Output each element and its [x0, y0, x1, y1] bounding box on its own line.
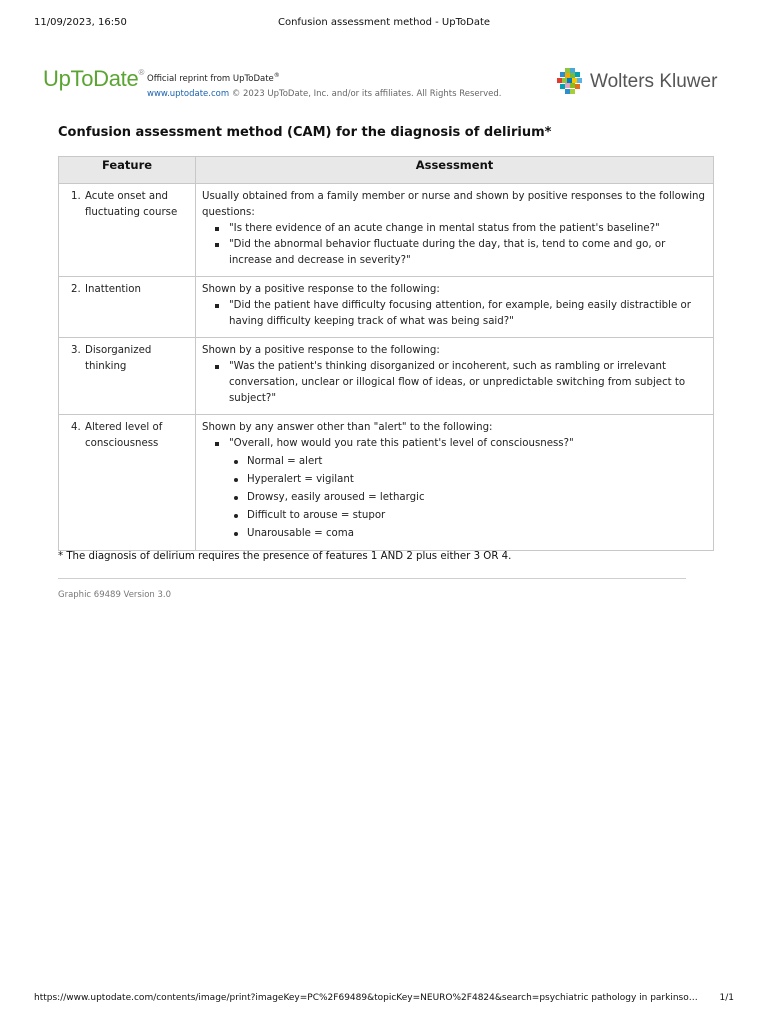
feature-label: Disorganized thinking — [85, 345, 152, 372]
feature-number: 1. — [71, 191, 81, 202]
assessment-intro: Shown by a positive response to the following: — [202, 345, 440, 356]
list-item — [212, 436, 705, 543]
table-header-row — [59, 157, 714, 184]
copyright-text: © 2023 UpToDate, Inc. and/or its affiliates. All Rights Reserved. — [229, 88, 502, 99]
reprint-notice — [147, 68, 501, 102]
table-row — [59, 338, 714, 415]
column-header-feature: Feature — [59, 157, 196, 184]
table-row — [59, 415, 714, 551]
assessment-intro: Shown by any answer other than "alert" to the following: — [202, 422, 493, 433]
assessment-question-list — [202, 436, 705, 543]
feature-label: Altered level of consciousness — [85, 422, 163, 449]
feature-cell — [59, 277, 196, 338]
column-header-assessment: Assessment — [196, 157, 714, 184]
page-number: 1/1 — [719, 993, 734, 1003]
list-item: Unarousable = coma — [231, 525, 705, 543]
question-text: "Overall, how would you rate this patient's level of consciousness?" — [229, 438, 574, 449]
feature-cell — [59, 338, 196, 415]
feature-number: 4. — [71, 422, 81, 433]
feature-number: 3. — [71, 345, 81, 356]
assessment-cell — [196, 184, 714, 277]
diagnosis-footnote: * The diagnosis of delirium requires the presence of features 1 AND 2 plus either 3 OR 4. — [58, 551, 512, 562]
reprint-registered: ® — [273, 72, 280, 79]
uptodate-logo-registered: ® — [138, 68, 145, 77]
print-header — [34, 17, 734, 31]
assessment-cell — [196, 338, 714, 415]
list-item: Drowsy, easily aroused = lethargic — [231, 489, 705, 507]
assessment-question-list — [202, 221, 705, 269]
assessment-intro: Shown by a positive response to the following: — [202, 284, 440, 295]
document-title: Confusion assessment method (CAM) for the diagnosis of delirium* — [58, 125, 552, 140]
assessment-question-list — [202, 298, 705, 330]
divider — [58, 578, 686, 579]
assessment-cell — [196, 415, 714, 551]
wolters-kluwer-logo — [557, 68, 718, 96]
list-item: Difficult to arouse = stupor — [231, 507, 705, 525]
list-item: "Is there evidence of an acute change in mental status from the patient's baseline?" — [212, 221, 705, 237]
reprint-line: Official reprint from UpToDate — [147, 73, 274, 84]
print-footer — [34, 993, 734, 1006]
wolters-kluwer-mark-icon — [557, 68, 583, 94]
feature-label: Inattention — [85, 284, 141, 295]
feature-label: Acute onset and fluctuating course — [85, 191, 178, 218]
uptodate-logo — [43, 66, 144, 92]
table-row — [59, 184, 714, 277]
print-url: https://www.uptodate.com/contents/image/print?imageKey=PC%2F69489&topicKey=NEURO%2F4824&search=psychiatric pathology in parkinso… — [34, 993, 698, 1003]
publisher-name: Wolters Kluwer — [590, 71, 718, 92]
feature-cell — [59, 415, 196, 551]
feature-cell — [59, 184, 196, 277]
list-item: Hyperalert = vigilant — [231, 471, 705, 489]
assessment-cell — [196, 277, 714, 338]
assessment-intro: Usually obtained from a family member or nurse and shown by positive responses to the following questions: — [202, 191, 705, 218]
list-item: "Did the patient have difficulty focusing attention, for example, being easily distractible or having difficulty keeping track of what was being said?" — [212, 298, 705, 330]
list-item: "Was the patient's thinking disorganized or incoherent, such as rambling or irrelevant conversation, unclear or illogical flow of ideas, or unpredictable switching from subject to subject?" — [212, 359, 705, 407]
graphic-version: Graphic 69489 Version 3.0 — [58, 590, 172, 600]
uptodate-site-link[interactable]: www.uptodate.com — [147, 88, 230, 99]
consciousness-level-list — [229, 453, 705, 543]
print-datetime: 11/09/2023, 16:50 — [34, 17, 127, 28]
uptodate-logo-text: UpToDate — [43, 66, 139, 91]
cam-table — [58, 156, 714, 551]
brand-bar — [43, 66, 718, 100]
feature-number: 2. — [71, 284, 81, 295]
list-item: "Did the abnormal behavior fluctuate during the day, that is, tend to come and go, or increase and decrease in severity?" — [212, 237, 705, 269]
print-page-title: Confusion assessment method - UpToDate — [277, 17, 491, 28]
list-item: Normal = alert — [231, 453, 705, 471]
assessment-question-list — [202, 359, 705, 407]
table-row — [59, 277, 714, 338]
